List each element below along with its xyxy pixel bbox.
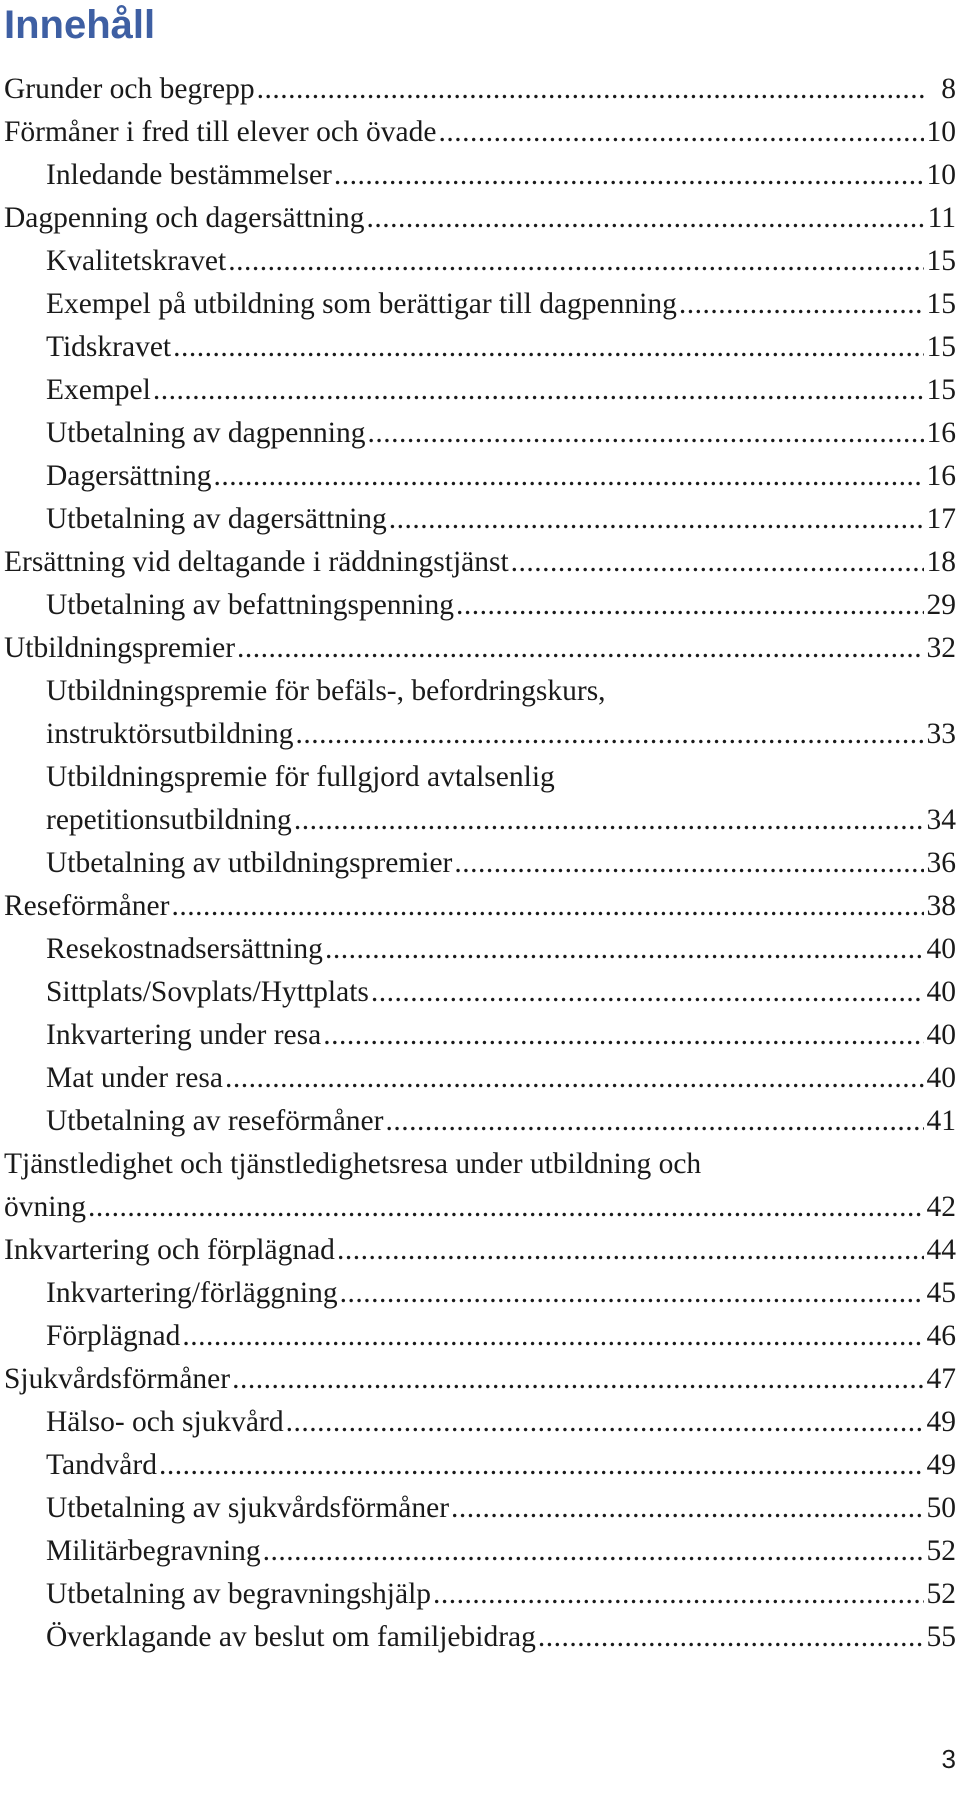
- toc-entry-title: Utbetalning av befattningspenning: [46, 589, 454, 621]
- dot-leader: [334, 154, 924, 197]
- toc-entry-page: 16: [926, 417, 956, 449]
- toc-entry-page: 18: [926, 546, 956, 578]
- toc-entry[interactable]: [4, 1530, 956, 1573]
- toc-entry-page: 15: [926, 288, 956, 320]
- toc-entry-page: 44: [926, 1234, 956, 1266]
- toc-entry-page: 34: [926, 804, 956, 836]
- dot-leader: [88, 1186, 924, 1229]
- dot-leader: [232, 1358, 924, 1401]
- dot-leader: [389, 498, 924, 541]
- dot-leader: [340, 1272, 924, 1315]
- dot-leader: [173, 326, 924, 369]
- toc-entry-page: 40: [926, 1019, 956, 1051]
- toc-entry[interactable]: [4, 326, 956, 369]
- dot-leader: [263, 1530, 924, 1573]
- toc-entry-title: Utbetalning av reseförmåner: [46, 1105, 384, 1137]
- toc-entry-page: 47: [926, 1363, 956, 1395]
- toc-entry[interactable]: [4, 1100, 956, 1143]
- dot-leader: [679, 283, 924, 326]
- toc-entry-title: Dagersättning: [46, 460, 212, 492]
- toc-entry-title: Utbetalning av sjukvårdsförmåner: [46, 1492, 450, 1524]
- toc-entry-title: Tjänstledighet och tjänstledighetsresa under utbildning och: [4, 1148, 702, 1180]
- dot-leader: [433, 1573, 924, 1616]
- toc-entry-title: Exempel: [46, 374, 151, 406]
- toc-entry-title: Sjukvårdsförmåner: [4, 1363, 231, 1395]
- toc-entry-page: 29: [926, 589, 956, 621]
- page-title: Innehåll: [4, 3, 156, 47]
- toc-entry-page: 40: [926, 1062, 956, 1094]
- toc-entry-page: 46: [926, 1320, 956, 1352]
- toc-entry-title: Överklagande av beslut om familjebidrag: [46, 1621, 536, 1653]
- toc-entry-title: övning: [4, 1191, 86, 1223]
- toc-entry[interactable]: [4, 756, 956, 799]
- toc-entry-title: Förplägnad: [46, 1320, 181, 1352]
- toc-entry[interactable]: [4, 68, 956, 111]
- toc-entry-page: 33: [926, 718, 956, 750]
- dot-leader: [439, 111, 925, 154]
- toc-entry[interactable]: [4, 928, 956, 971]
- dot-leader: [294, 799, 924, 842]
- toc-entry-title: Sittplats/Sovplats/Hyttplats: [46, 976, 369, 1008]
- toc-entry-title: instruktörsutbildning: [46, 718, 294, 750]
- toc-entry-title: Utbildningspremie för befäls-, befordringskurs,: [46, 675, 606, 707]
- toc-entry-title: Utbetalning av dagpenning: [46, 417, 366, 449]
- page-number: 3: [941, 1744, 956, 1774]
- dot-leader: [225, 1057, 924, 1100]
- dot-leader: [366, 197, 924, 240]
- toc-entry[interactable]: [4, 1358, 956, 1401]
- toc-entry-title: Dagpenning och dagersättning: [4, 202, 365, 234]
- toc-entry-title: Utbetalning av utbildningspremier: [46, 847, 453, 879]
- toc-entry-page: 8: [941, 73, 956, 105]
- toc-entry-page: 55: [926, 1621, 956, 1653]
- toc-entry[interactable]: [4, 1186, 956, 1229]
- toc-entry-page: 41: [926, 1105, 956, 1137]
- toc-entry[interactable]: [4, 799, 956, 842]
- toc-entry-page: 15: [926, 374, 956, 406]
- toc-entry-title: Hälso- och sjukvård: [46, 1406, 284, 1438]
- toc-entry-title: Inkvartering och förplägnad: [4, 1234, 335, 1266]
- toc-entry-title: Militärbegravning: [46, 1535, 261, 1567]
- toc-entry-page: 52: [926, 1535, 956, 1567]
- toc-entry[interactable]: [4, 842, 956, 885]
- toc-entry[interactable]: [4, 154, 956, 197]
- toc-entry-page: 36: [926, 847, 956, 879]
- toc-entry-title: Tandvård: [46, 1449, 157, 1481]
- toc-entry[interactable]: [4, 240, 956, 283]
- dot-leader: [385, 1100, 924, 1143]
- dot-leader: [171, 885, 924, 928]
- toc-entry-page: 15: [926, 331, 956, 363]
- toc-entry-page: 52: [926, 1578, 956, 1610]
- dot-leader: [295, 713, 924, 756]
- toc-entry[interactable]: [4, 971, 956, 1014]
- toc-entry-page: 49: [926, 1449, 956, 1481]
- toc-entry-title: Förmåner i fred till elever och övade: [4, 116, 437, 148]
- dot-leader: [538, 1616, 924, 1659]
- dot-leader: [454, 842, 924, 885]
- toc-entry-page: 45: [926, 1277, 956, 1309]
- toc-entry[interactable]: [4, 412, 956, 455]
- dot-leader: [511, 541, 924, 584]
- dot-leader: [451, 1487, 924, 1530]
- toc-entry-title: Utbetalning av begravningshjälp: [46, 1578, 432, 1610]
- dot-leader: [228, 240, 924, 283]
- toc-entry[interactable]: [4, 584, 956, 627]
- dot-leader: [337, 1229, 924, 1272]
- dot-leader: [182, 1315, 924, 1358]
- toc-entry[interactable]: [4, 1315, 956, 1358]
- toc-entry-page: 32: [926, 632, 956, 664]
- toc-entry-title: Utbildningspremier: [4, 632, 236, 664]
- toc-entry-page: 40: [926, 933, 956, 965]
- toc-entry-title: Utbetalning av dagersättning: [46, 503, 387, 535]
- dot-leader: [456, 584, 924, 627]
- toc-entry-title: Resekostnadsersättning: [46, 933, 323, 965]
- dot-leader: [153, 369, 924, 412]
- toc-entry[interactable]: [4, 283, 956, 326]
- toc-entry-page: 16: [926, 460, 956, 492]
- toc-entry-title: Inkvartering/förläggning: [46, 1277, 338, 1309]
- toc-entry-title: Exempel på utbildning som berättigar till dagpenning: [46, 288, 677, 320]
- toc-entry[interactable]: [4, 1143, 956, 1186]
- toc-entry-page: 11: [927, 202, 956, 234]
- toc-entry-page: 49: [926, 1406, 956, 1438]
- toc-entry-title: Grunder och begrepp: [4, 73, 255, 105]
- toc-entry[interactable]: [4, 369, 956, 412]
- toc-entry-page: 10: [926, 159, 956, 191]
- toc-entry[interactable]: [4, 1616, 956, 1659]
- dot-leader: [237, 627, 924, 670]
- table-of-contents: [4, 68, 956, 1659]
- toc-entry[interactable]: [4, 1014, 956, 1057]
- dot-leader: [368, 412, 924, 455]
- dot-leader: [159, 1444, 924, 1487]
- toc-entry-title: repetitionsutbildning: [46, 804, 292, 836]
- dot-leader: [371, 971, 924, 1014]
- toc-entry[interactable]: [4, 197, 956, 240]
- toc-entry-page: 38: [926, 890, 956, 922]
- toc-entry-page: 15: [926, 245, 956, 277]
- dot-leader: [286, 1401, 924, 1444]
- toc-entry-title: Kvalitetskravet: [46, 245, 227, 277]
- toc-entry[interactable]: [4, 1487, 956, 1530]
- toc-entry-page: 42: [926, 1191, 956, 1223]
- dot-leader: [257, 68, 924, 111]
- toc-entry[interactable]: [4, 1573, 956, 1616]
- dot-leader: [325, 928, 924, 971]
- toc-entry[interactable]: [4, 627, 956, 670]
- toc-entry-title: Inkvartering under resa: [46, 1019, 322, 1051]
- toc-entry-page: 17: [926, 503, 956, 535]
- toc-entry[interactable]: [4, 1272, 956, 1315]
- toc-entry-page: 50: [926, 1492, 956, 1524]
- toc-entry[interactable]: [4, 498, 956, 541]
- dot-leader: [213, 455, 924, 498]
- toc-entry[interactable]: [4, 455, 956, 498]
- toc-entry-title: Reseförmåner: [4, 890, 170, 922]
- toc-entry[interactable]: [4, 111, 956, 154]
- toc-entry[interactable]: [4, 1057, 956, 1100]
- dot-leader: [323, 1014, 924, 1057]
- toc-entry[interactable]: [4, 1229, 956, 1272]
- toc-entry-title: Tidskravet: [46, 331, 172, 363]
- toc-entry-title: Utbildningspremie för fullgjord avtalsenlig: [46, 761, 555, 793]
- toc-entry-page: 10: [926, 116, 956, 148]
- toc-entry-title: Ersättning vid deltagande i räddningstjänst: [4, 546, 509, 578]
- toc-entry[interactable]: [4, 541, 956, 584]
- toc-entry[interactable]: [4, 1444, 956, 1487]
- toc-entry-page: 40: [926, 976, 956, 1008]
- toc-entry-title: Inledande bestämmelser: [46, 159, 332, 191]
- toc-entry[interactable]: [4, 1401, 956, 1444]
- toc-entry[interactable]: [4, 885, 956, 928]
- toc-entry[interactable]: [4, 670, 956, 713]
- toc-entry-title: Mat under resa: [46, 1062, 223, 1094]
- toc-entry[interactable]: [4, 713, 956, 756]
